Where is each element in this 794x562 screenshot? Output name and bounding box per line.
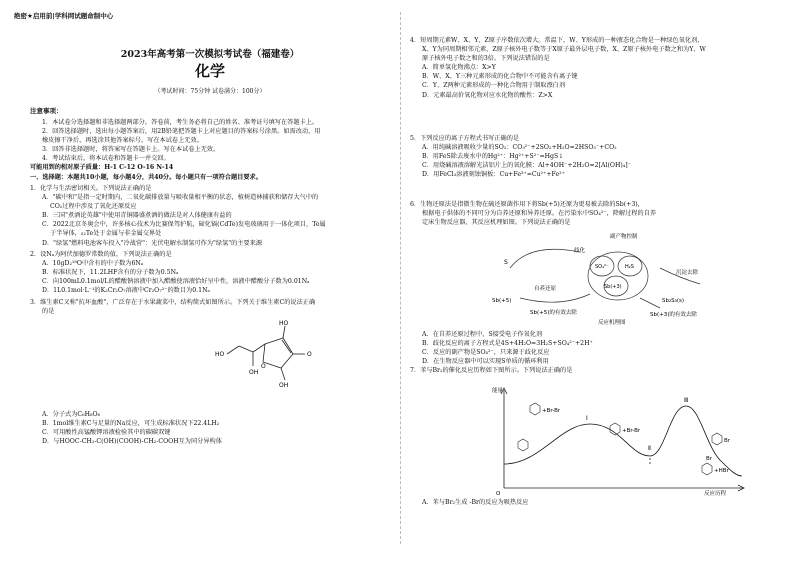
question-stem: 2．设Nₐ为阿伏加德罗常数的值，下列说法正确的是 [30, 251, 172, 258]
option-a: A．"碳中和"是指一定时期内，二氧化碳排放量与吸收量相平衡的状态，植树造林捕获和储存大气中的 [42, 194, 319, 202]
question-2 [30, 250, 390, 295]
label-sb5: Sb(+5) [492, 298, 512, 304]
label-sb3-removal: Sb(+3)的有效去除 [650, 312, 697, 318]
label-sb3: Sb(+3) [604, 284, 622, 290]
option-b: B．W、X、Y三种元素形成的化合物中不可能含有离子键 [422, 73, 578, 81]
question-4 [410, 36, 770, 100]
label-sb2s3: Sb₂S₃(s) [662, 298, 685, 304]
mol-label: HO [279, 320, 289, 327]
reactant-label: +Br-Br [622, 428, 641, 434]
option-d: D．"绿氢"燃料电池客车投入"冷战营"：光伏电解水制氢可作为"绿氢"的主要来源 [42, 239, 263, 247]
question-5 [410, 134, 770, 179]
option-b: B．歧化反应的离子方程式是4S+4H₂O=3H₂S+SO₄²⁻+2H⁺ [422, 340, 593, 348]
question-stem: 5．下列反应的离子方程式书写正确的是 [410, 135, 520, 142]
step-label: Ⅱ [648, 445, 651, 452]
option-c: C．可用酸性高锰酸钾溶液检验其中的碳碳双键 [42, 429, 171, 437]
option-a: A．在自养还原过程中，S接受电子作氧化剂 [422, 331, 543, 338]
subject-title: 化学 [194, 62, 225, 80]
question-3-options [30, 410, 390, 446]
option-d: D．1L0.1mol·L⁻¹的K₂Cr₂O₇溶液中Cr₂O₇²⁻的数目为0.1Nₐ [42, 287, 210, 295]
left-column [30, 0, 390, 562]
energy-profile-diagram [490, 384, 750, 496]
question-3 [30, 298, 390, 316]
vitamin-c-structure [205, 318, 325, 388]
option-c: C．用烧碱溶液溶解光洁铝片上的氧化膜：Al+4OH⁻+2H₂O=2[Al(OH)₄]⁻ [422, 162, 631, 170]
option-c-cont: 于半导体，₅₂Te处于金属与非金属交界处 [50, 230, 162, 238]
option-d: D．在生物反应器中可以实现S单质的循环利用 [422, 358, 549, 366]
question-stem-cont: 定床生物反应器，其反应机理如图。下列说法正确的是 [422, 219, 571, 227]
notes-section [30, 118, 390, 182]
label-self-reduction: 自养还原 [534, 286, 557, 292]
column-divider [400, 12, 401, 544]
option-c: C．Y、Z两种元素形成的一种化合物用于制取漂白剂 [422, 82, 566, 90]
label-so4: SO₄²⁻ [595, 264, 609, 270]
x-axis-label: 反应历程 [704, 491, 727, 496]
option-d: D．元素最高价氧化物对应水化物的酸性：Z>X [422, 91, 553, 99]
note-item: 1．本试卷分选择题和非选择题两部分。答卷前，考生务必将自己的姓名、准考证号填写在答题卡上。 [42, 119, 319, 126]
step-label: Ⅲ [684, 397, 689, 404]
option-a: A．10gD₂¹⁸O中含有的中子数为6Nₐ [42, 260, 144, 268]
product-label: Br [724, 438, 731, 444]
option-a: A．苯与Br₂生成 -Br的反应为吸热反应 [422, 499, 529, 506]
label-h2s: H₂S [625, 264, 634, 270]
reactant-label: +Br-Br [542, 408, 561, 414]
mechanism-diagram [490, 228, 740, 328]
option-b: B．用FeS除去废水中的Hg²⁺：Hg²⁺+S²⁻=HgS↓ [422, 153, 564, 161]
question-stem-cont: 的是 [42, 308, 55, 316]
product-label: Br [706, 456, 713, 462]
mol-label: OH [279, 382, 289, 388]
option-b: B．标准状况下，11.2LHF含有的分子数为0.5Nₐ [42, 269, 179, 277]
atomic-mass-line: 可能用到的相对原子质量：H-1 C-12 O-16 N-14 [30, 164, 174, 172]
mol-label: O [307, 351, 312, 358]
question-stem: 6．生物还原法是指微生物在硫还原菌作用下将Sb(+5)还原为更易被去除的Sb(+3)， [410, 201, 644, 208]
option-a: A．用纯碱溶液吸收少量的SO₂：CO₃²⁻+2SO₂+H₂O=2HSO₃⁻+CO₂ [422, 144, 617, 152]
notes-title: 注意事项： [30, 107, 63, 115]
question-1 [30, 184, 390, 248]
option-d: D．用FeCl₃溶液刻蚀铜板：Cu+Fe³⁺=Cu²⁺+Fe²⁺ [422, 171, 565, 179]
question-stem: 3．维生素C又称"抗坏血酸"，广泛存在于水果蔬菜中，结构简式如图所示。下列关于维生素C的说法正确 [30, 299, 316, 306]
option-a: A．分子式为C₆H₈O₆ [42, 411, 101, 418]
section-heading: 一、选择题：本题共10小题，每小题4分，共40分。每小题只有一项符合题目要求。 [30, 173, 262, 181]
question-stem: 4．短周期元素W、X、Y、Z原子序数依次增大。常温下，W、Y形成的一种液态化合物是一种绿色氧化剂， [410, 37, 704, 44]
label-mechanism: 反应机理图 [598, 320, 626, 326]
option-c: C．向100mL0.1mol/L的醋酸钠溶液中加入醋酸使溶液恰好呈中性，溶液中醋酸分子数为0.01Nₐ [42, 278, 310, 286]
question-stem-cont: X、Y为同周期相邻元素，Z原子核外电子数等于X原子最外层电子数，X、Z原子核外电子数之和为Y、W [422, 46, 706, 54]
confidential-header: 绝密★启用前|学科网试题命制中心 [14, 12, 114, 20]
option-c: C．2022北京冬奥会中，许多核心技术为比赛保驾护航，碲化镉(CdTe)发电玻璃用于一体化项目，Te属 [42, 221, 326, 229]
label-byproduct: 副产物控制 [610, 234, 638, 240]
question-6 [410, 200, 770, 227]
question-stem: 1．化学与生活密切相关。下列说法正确的是 [30, 185, 152, 192]
note-item: 橡皮擦干净后，再选涂其他答案标号。写在本试卷上无效。 [42, 137, 203, 145]
question-stem: 7．苯与Br₂的催化反应历程如下图所示。下列说法正确的是 [410, 367, 573, 375]
option-b: B．三国"煮酒论英雄"中使用青铜器盛煮酒的做法是对人体健康有益的 [42, 212, 232, 220]
product-label: +HBr [714, 468, 729, 474]
note-item: 2．回答选择题时，选出每小题答案后，用2B铅笔把答题卡上对应题目的答案标号涂黑。如需改动，用 [42, 128, 321, 136]
label-precip: 沉淀去除 [676, 270, 699, 276]
note-item: 3．回答非选择题时，将答案写在答题卡上。写在本试卷上无效。 [42, 146, 220, 154]
label-s: S [504, 259, 508, 266]
question-7-options [410, 498, 770, 507]
question-6-options [410, 330, 770, 375]
origin-label: O [496, 491, 501, 496]
exam-info: （考试时间：75分钟 试卷满分：100分） [154, 88, 266, 95]
note-item: 4．考试结束后，将本试卷和答题卡一并交回。 [42, 155, 170, 163]
option-d: D．与HOOC-CH₂-C(OH)(COOH)-CH₂-COOH互为同分异构体 [42, 438, 222, 446]
mol-label: OH [249, 369, 259, 376]
mol-label: HO [215, 351, 225, 358]
step-label: Ⅰ [586, 415, 588, 422]
option-a-cont: CO₂过程中涉及了氧化还原反应 [50, 203, 137, 211]
y-axis-label: 能量 [492, 388, 504, 394]
question-stem-cont: 原子核外电子数之和的3倍。下列说法错误的是 [422, 55, 550, 63]
exam-title: 2023年高考第一次模拟考试卷（福建卷） [120, 49, 300, 60]
option-a: A．简单氢化物沸点：X>Y [422, 64, 496, 72]
question-stem-cont: 根据电子供体的不同可分为自养还原和异养还原。在污染水中SO₄²⁻，降解过程的自养 [422, 210, 657, 218]
label-catalyst: 歧化 [574, 248, 586, 254]
label-sb5-removal: Sb(+5)的有效去除 [530, 310, 577, 316]
option-c: C．反应的副产物是SO₄²⁻，只来源于歧化反应 [422, 349, 550, 357]
option-b: B．1mol维生素C与足量的Na反应，可生成标准状况下22.4LH₂ [42, 420, 220, 428]
mol-label: O [261, 363, 266, 370]
right-column [410, 0, 770, 562]
